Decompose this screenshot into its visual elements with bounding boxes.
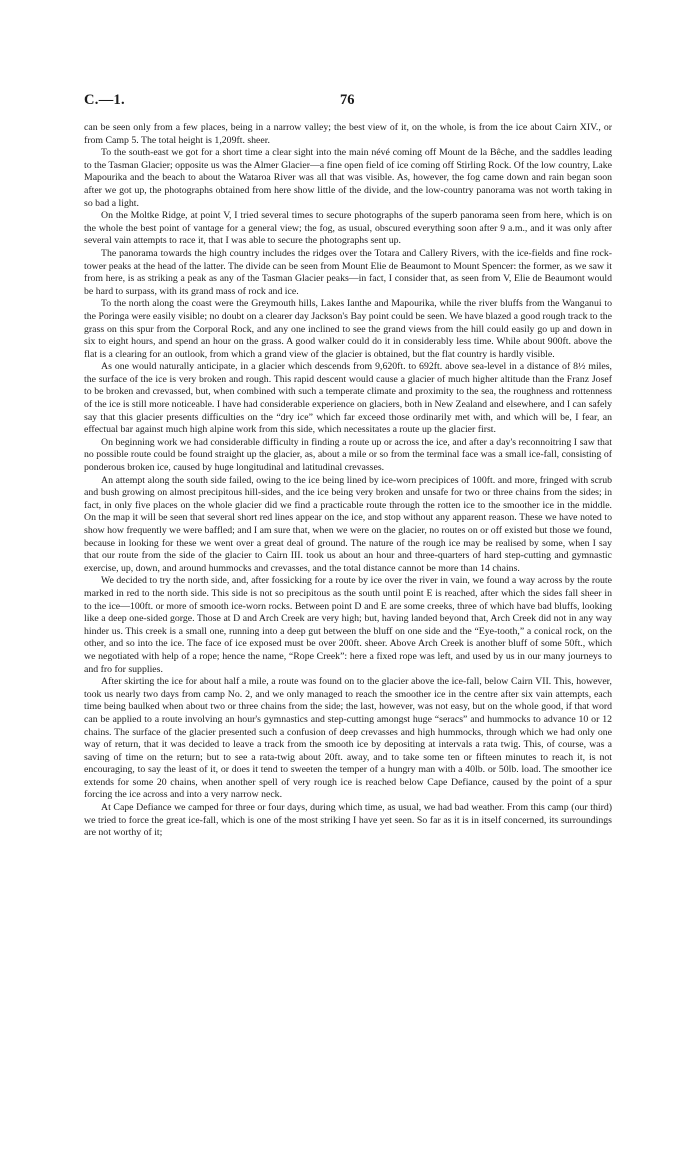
paragraph: To the south-east we got for a short time a clear sight into the main névé coming off Mount de la Bêche, and the saddles leading to the Tasman Glacier; opposite us was the Almer Glacier—a fine open field of ice coming off Stirling Rock. Of the low country, Lake Mapourika and the beach to about the Wataroa River was all that was visible. As, however, the fog came down and rain began soon after we got up, the photographs obtained from here show little of the divide, and the low-country panorama was not worth taking in so bad a light.	[84, 147, 612, 209]
paragraph: At Cape Defiance we camped for three or four days, during which time, as usual, we had bad weather. From this camp (our third) we tried to force the great ice-fall, which is one of the most striking I have yet seen. So far as it is in itself concerned, its surroundings are not worthy of it;	[84, 802, 612, 839]
paragraph: On beginning work we had considerable difficulty in finding a route up or across the ice, and after a day's reconnoitring I saw that no possible route could be found straight up the glacier, as, about a mile or so from the terminal face was a small ice-fall, consisting of ponderous broken ice, caused by huge longitudinal and latitudinal crevasses.	[84, 436, 612, 474]
paragraph: As one would naturally anticipate, in a glacier which descends from 9,620ft. to 692ft. above sea-level in a distance of 8½ miles, the surface of the ice is very broken and rough. This rapid descent would cause a glacier of much higher altitude than the Franz Josef to be broken and crevassed, but, when combined with such a temperate climate and proximity to the sea, the roughness and rottenness of the ice is still more noticeable. I have had considerable experience on glaciers, both in New Zealand and elsewhere, and I can safely say that this glacier presents difficulties on the “dry ice” which far exceed those ordinarily met with, and which will be, I fear, an effectual bar against much high alpine work from this side, which necessitates a route up the glacier first.	[84, 361, 612, 436]
paragraph: can be seen only from a few places, being in a narrow valley; the best view of it, on the whole, is from the ice about Cairn XIV., or from Camp 5. The total height is 1,209ft. sheer.	[84, 122, 612, 146]
paragraph: The panorama towards the high country includes the ridges over the Totara and Callery Rivers, with the ice-fields and fine rock-tower peaks at the head of the latter. The divide can be seen from Mount Elie de Beaumont to Mount Spencer: the former, as we saw it from here, is as striking a peak as any of the Tasman Glacier peaks—in fact, I consider that, as seen from V, Elie de Beaumont would be hard to surpass, with its grand mass of rock and ice.	[84, 247, 612, 297]
body-text	[84, 122, 612, 840]
paragraph: We decided to try the north side, and, after fossicking for a route by ice over the river in vain, we found a way across by the route marked in red to the north side. This side is not so precipitous as the south until point E is reached, after which the sides fall sheer in to the ice—100ft. or more of smooth ice-worn rocks. Between point D and E are some creeks, three of which have bad bluffs, looking like a deep one-sided gorge. Those at D and Arch Creek are very high; but, having landed beyond that, Arch Creek did not in any way hinder us. This creek is a small one, running into a deep gut between the bluff on one side and the “Eye-tooth,” a conical rock, on the other, and so into the ice. The face of ice exposed must be over 200ft. sheer. Above Arch Creek is another bluff of some 50ft., which we negotiated with help of a rope; hence the name, “Rope Creek”: here a fixed rope was left, and used by us in our many journeys to and fro for supplies.	[84, 575, 612, 675]
page-number: 76	[340, 92, 355, 108]
document-code: C.—1.	[84, 92, 125, 108]
paragraph: To the north along the coast were the Greymouth hills, Lakes Ianthe and Mapourika, while the river bluffs from the Wanganui to the Poringa were easily visible; no doubt on a clearer day Jackson's Bay point could be seen. We have blazed a good rough track to the grass on this spur from the Corporal Rock, and any one inclined to see the grand views from the hill could easily go up and down in six to eight hours, and spend an hour on the grass. A good walker could do it in considerably less time. While about 900ft. above the flat is a clearing for an outlook, from which a grand view of the glacier is obtained, but the flat country is hardly visible.	[84, 298, 612, 360]
paragraph: After skirting the ice for about half a mile, a route was found on to the glacier above the ice-fall, below Cairn VII. This, however, took us nearly two days from camp No. 2, and we only managed to reach the smoother ice in the centre after six vain attempts, each time being baulked when about two or three chains from the side; the last, however, was not easy, but on the whole good, if that word can be applied to a route involving an hour's gymnastics and step-cutting amongst huge “seracs” and hummocks to advance 10 or 12 chains. The surface of the glacier presented such a confusion of deep crevasses and high hummocks, through which we had only one way of return, that it was decided to leave a track from the smooth ice by depositing at intervals a rata twig. This, of course, was a saving of time on the return; but to see a rata-twig about 20ft. away, and to take some ten or fifteen minutes to reach it, is not encouraging, to say the least of it, or does it tend to sweeten the temper of a hungry man with a 40lb. or 50lb. load. The smoother ice extends for some 20 chains, when another spell of very rough ice is reached below Cape Defiance, caused by the point of a spur forcing the ice across and into a very narrow neck.	[84, 676, 612, 801]
paragraph: An attempt along the south side failed, owing to the ice being lined by ice-worn precipices of 100ft. and more, fringed with scrub and bush growing on almost precipitous hill-sides, and the ice being very broken and unsafe for two or three chains from the sides; in fact, in only five places on the whole glacier did we find a practicable route through the rotten ice to the smoother ice in the middle. On the map it will be seen that several short red lines appear on the ice, and stop without any apparent reason. These we have noted to show how frequently we were baffled; and I am sure that, when we were on the glacier, no routes on or off existed but those we found, because in looking for these we went over a great deal of ground. The nature of the rough ice may be realised by some, when I say that our route from the side of the glacier to Cairn III. took us about an hour and three-quarters of hard step-cutting and gymnastic exercise, up, down, and around hummocks and crevasses, and the total distance cannot be more than 14 chains.	[84, 474, 612, 574]
page-header	[84, 92, 612, 112]
paragraph: On the Moltke Ridge, at point V, I tried several times to secure photographs of the superb panorama seen from here, which is on the whole the best point of vantage for a general view; the fog, as usual, obscured everything soon after 9 a.m., and it was only after several vain attempts to race it, that I was able to secure the photographs sent up.	[84, 210, 612, 247]
